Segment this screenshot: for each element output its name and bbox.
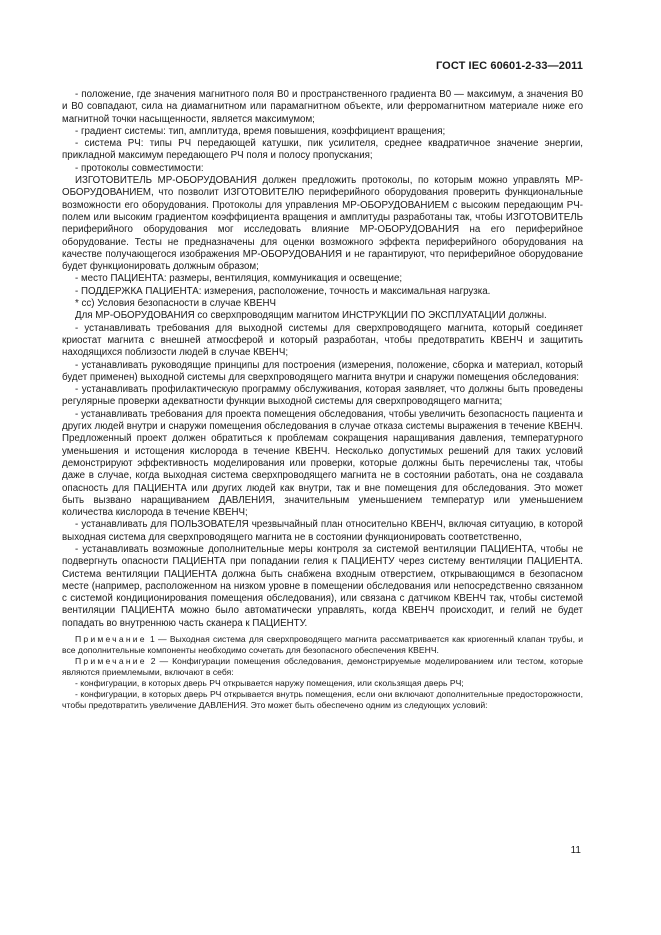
paragraph: - ПОДДЕРЖКА ПАЦИЕНТА: измерения, расположение, точность и максимальная нагрузка. bbox=[75, 285, 491, 297]
note-label: Примечание bbox=[75, 634, 147, 645]
paragraph: - место ПАЦИЕНТА: размеры, вентиляция, коммуникация и освещение; bbox=[75, 273, 403, 285]
section-heading: * cc) Условия безопасности в случае КВЕНЧ bbox=[75, 298, 276, 310]
paragraph: - градиент системы: тип, амплитуда, время повышения, коэффициент вращения; bbox=[75, 125, 446, 137]
paragraph: - система РЧ: типы РЧ передающей катушки, пик усилителя, среднее квадратичное значение энергии, прикладной максимум передающего РЧ поля и полосу пропускания; bbox=[62, 138, 583, 162]
paragraph: - устанавливать руководящие принципы для построения (измерения, положение, сборка и материал, который будет применен) выходной системы для сверхпроводящего магнита внутри и снаружи помещения обследования: bbox=[62, 359, 583, 383]
paragraph: - устанавливать возможные дополнительные меры контроля за системой вентиляции ПАЦИЕНТА, чтобы не подвергнуть опасности ПАЦИЕНТА при попадании гелия к ПАЦИЕНТУ через систему вентиляции ПАЦИЕНТА. Система вентиляции ПАЦИЕНТА должна быть снабжена входным отверстием, открывающимся в безопасном месте (например, расположенном на низком уровне в помещении обследования или непосредственно связанном с системой кондиционирования помещения обследования), или связана с датчиком КВЕНЧ так, чтобы системой вентиляции ПАЦИЕНТА можно было автоматически управлять, когда КВЕНЧ происходит, и гелий не будет попадать во внутреннюю часть сканера к ПАЦИЕНТУ. bbox=[62, 543, 583, 629]
paragraph: Для МР-ОБОРУДОВАНИЯ со сверхпроводящим магнитом ИНСТРУКЦИИ ПО ЭКСПЛУАТАЦИИ должны. bbox=[75, 310, 547, 322]
paragraph: - положение, где значения магнитного поля B0 и пространственного градиента B0 — максимум, а значения B0 и B0 совпадают, сила на диамагнитном или парамагнитном объекте, или ферромагнитном материале ниже его магнитной точки насыщенности, является максимумом; bbox=[62, 89, 583, 125]
paragraph: - протоколы совместимости: bbox=[75, 162, 204, 174]
note bbox=[62, 634, 583, 656]
note-text: 2 — Конфигурации помещения обследования, демонстрируемые моделированием или тестом, которые являются приемлемыми, включают в себя: bbox=[62, 655, 583, 677]
page-number: 11 bbox=[570, 845, 581, 856]
document-body bbox=[62, 89, 583, 710]
paragraph: - устанавливать требования для проекта помещения обследования, чтобы увеличить безопасность пациента и других людей внутри и снаружи помещения обследования в случае отказа системы выражения в течение КВЕНЧ. Предложенный проект должен обратиться к проблемам сокращения наращивания давления, температурного уменьшения и истощения кислорода в течение КВЕНЧ. Несколько допустимых решений для таких условий демонстрируют эффективность моделирования или проверки, которые должны быть перечислены так, чтобы даже в случае, когда выходная система сверхпроводящего магнита не в состоянии работать, она не создавала опасность для ПАЦИЕНТА или других людей как внутри, так и вне помещения для обследования. Это может быть вызвано наращиванием ДАВЛЕНИЯ, значительным уменьшением температур или уменьшением количества кислорода в течение КВЕНЧ; bbox=[62, 408, 583, 519]
note-item: - конфигурации, в которых дверь РЧ открывается внутрь помещения, если они включают дополнительные предосторожности, чтобы предотвратить увеличение ДАВЛЕНИЯ. Это может быть обеспечено одним из следующих условий: bbox=[62, 688, 583, 710]
standard-header: ГОСТ IEC 60601-2-33—2011 bbox=[435, 60, 583, 72]
note-item: - конфигурации, в которых дверь РЧ открывается наружу помещения, или скользящая дверь РЧ; bbox=[75, 677, 464, 688]
paragraph: - устанавливать требования для выходной системы для сверхпроводящего магнита, который соединяет криостат магнита с внешней атмосферой и который разработан, чтобы предотвратить КВЕНЧ и защитить находящихся поблизости людей в случае КВЕНЧ; bbox=[62, 322, 583, 359]
paragraph: - устанавливать профилактическую программу обслуживания, которая заявляет, что должны быть проведены регулярные проверки адекватности функции выходной системы для сверхпроводящего магнита; bbox=[62, 384, 583, 408]
paragraph: ИЗГОТОВИТЕЛЬ МР-ОБОРУДОВАНИЯ должен предложить протоколы, по которым можно управлять МР-ОБОРУДОВАНИЕМ, что позволит ИЗГОТОВИТЕЛЮ периферийного оборудования проверить функциональные возможности его оборудования. Протоколы для управления МР-ОБОРУДОВАНИЕМ с высоким передающим РЧ-полем или высоким градиентом коэффициента вращения и амплитуды разработаны так, чтобы ИЗГОТОВИТЕЛЬ периферийного оборудования мог исследовать влияние МР-ОБОРУДОВАНИЯ на его периферийное оборудование. Тесты не предназначены для оценки возможного эффекта периферийного оборудования на качестве получающегося изображения МР-ОБОРУДОВАНИЯ и не гарантируют, что периферийное оборудование будет функционировать должным образом; bbox=[62, 175, 583, 273]
paragraph: - устанавливать для ПОЛЬЗОВАТЕЛЯ чрезвычайный план относительно КВЕНЧ, включая ситуацию, в которой выходная система для сверхпроводящего магнита не в состоянии функционировать соответственно, bbox=[62, 519, 583, 543]
note bbox=[62, 656, 583, 678]
note-label: Примечание bbox=[75, 655, 147, 666]
note-text: 1 — Выходная система для сверхпроводящего магнита рассматривается как криогенный клапан трубы, и все дополнительные компоненты необходимо сочетать для безопасного обеспечения КВЕНЧ. bbox=[62, 634, 583, 655]
notes-block bbox=[62, 634, 583, 710]
